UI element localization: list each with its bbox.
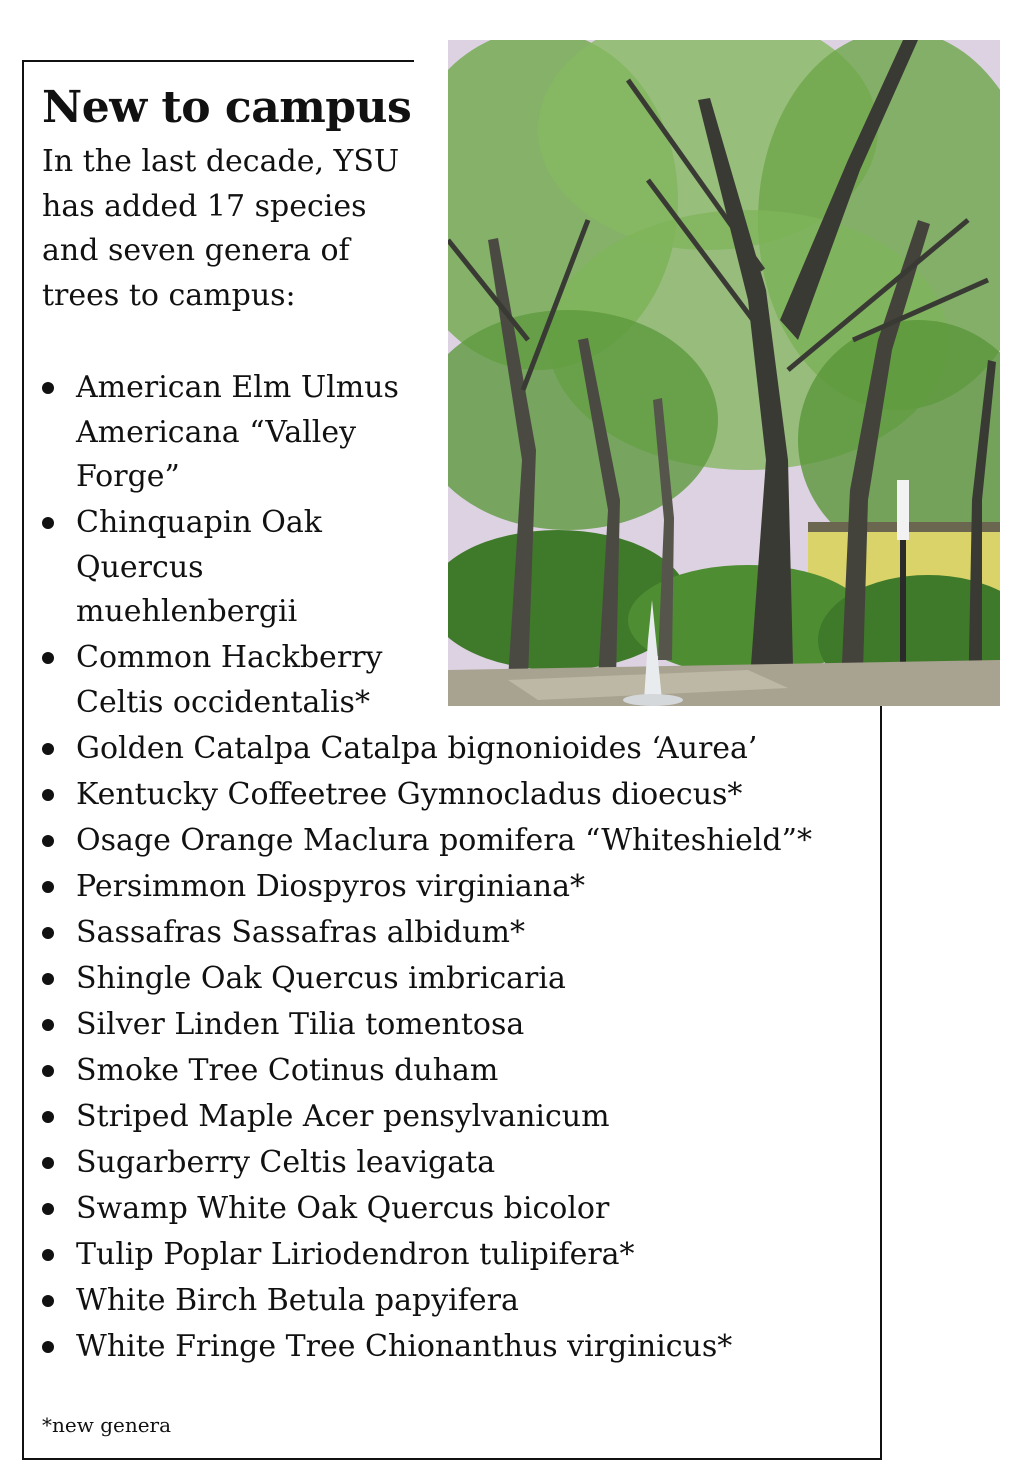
list-item-label: Chinquapin Oak Quercus muehlenbergii	[76, 505, 322, 629]
list-item-label: Common Hackberry Celtis occidentalis*	[76, 640, 383, 720]
bullet-icon	[42, 1249, 54, 1261]
footnote: *new genera	[42, 1413, 172, 1437]
list-item-label: Striped Maple Acer pensylvanicum	[76, 1098, 610, 1134]
list-item-label: Sassafras Sassafras albidum*	[76, 914, 526, 950]
campus-trees-fountain-photo-icon	[448, 40, 1000, 706]
box-border-bottom	[22, 1458, 882, 1460]
list-item	[42, 501, 416, 635]
list-item	[42, 366, 416, 500]
list-item	[42, 1279, 876, 1324]
list-item	[42, 911, 876, 956]
list-item	[42, 727, 876, 772]
list-item	[42, 865, 876, 910]
bullet-icon	[42, 973, 54, 985]
list-item	[42, 1049, 876, 1094]
list-item-label: Persimmon Diospyros virginiana*	[76, 868, 586, 904]
list-item-label: Golden Catalpa Catalpa bignonioides ‘Aurea’	[76, 730, 758, 766]
sidebar-intro: In the last decade, YSU has added 17 species and seven genera of trees to campus:	[42, 144, 400, 313]
sidebar-title: New to campus	[42, 82, 412, 133]
list-item-label: Kentucky Coffeetree Gymnocladus dioecus*	[76, 776, 743, 812]
list-item-label: Osage Orange Maclura pomifera “Whiteshield”*	[76, 822, 812, 858]
list-item-label: White Fringe Tree Chionanthus virginicus*	[76, 1328, 733, 1364]
bullet-icon	[42, 1065, 54, 1077]
list-item-label: White Birch Betula papyifera	[76, 1282, 519, 1318]
list-item	[42, 773, 876, 818]
bullet-icon	[42, 743, 54, 755]
box-border-top	[22, 60, 414, 62]
list-item	[42, 819, 876, 864]
bullet-icon	[42, 1341, 54, 1353]
list-item	[42, 1003, 876, 1048]
list-item	[42, 957, 876, 1002]
bullet-icon	[42, 789, 54, 801]
bullet-icon	[42, 1203, 54, 1215]
list-item-label: Swamp White Oak Quercus bicolor	[76, 1190, 610, 1226]
bullet-icon	[42, 881, 54, 893]
bullet-icon	[42, 652, 54, 664]
list-item	[42, 1095, 876, 1140]
campus-trees-photo	[448, 40, 1000, 706]
list-item	[42, 1187, 876, 1232]
list-item	[42, 1233, 876, 1278]
bullet-icon	[42, 517, 54, 529]
list-item-label: Sugarberry Celtis leavigata	[76, 1144, 496, 1180]
bullet-icon	[42, 927, 54, 939]
list-item	[42, 1325, 876, 1370]
bullet-icon	[42, 382, 54, 394]
list-item-label: Tulip Poplar Liriodendron tulipifera*	[76, 1236, 635, 1272]
list-item-label: Smoke Tree Cotinus duham	[76, 1052, 499, 1088]
bullet-icon	[42, 1111, 54, 1123]
bullet-icon	[42, 1157, 54, 1169]
list-item-label: Shingle Oak Quercus imbricaria	[76, 960, 566, 996]
bullet-icon	[42, 1295, 54, 1307]
list-item	[42, 636, 416, 725]
bullet-icon	[42, 1019, 54, 1031]
bullet-icon	[42, 835, 54, 847]
list-item-label: American Elm Ulmus Americana “Valley Forge”	[76, 370, 399, 494]
box-border-left	[22, 60, 24, 1460]
list-item	[42, 1141, 876, 1186]
list-item-label: Silver Linden Tilia tomentosa	[76, 1006, 525, 1042]
